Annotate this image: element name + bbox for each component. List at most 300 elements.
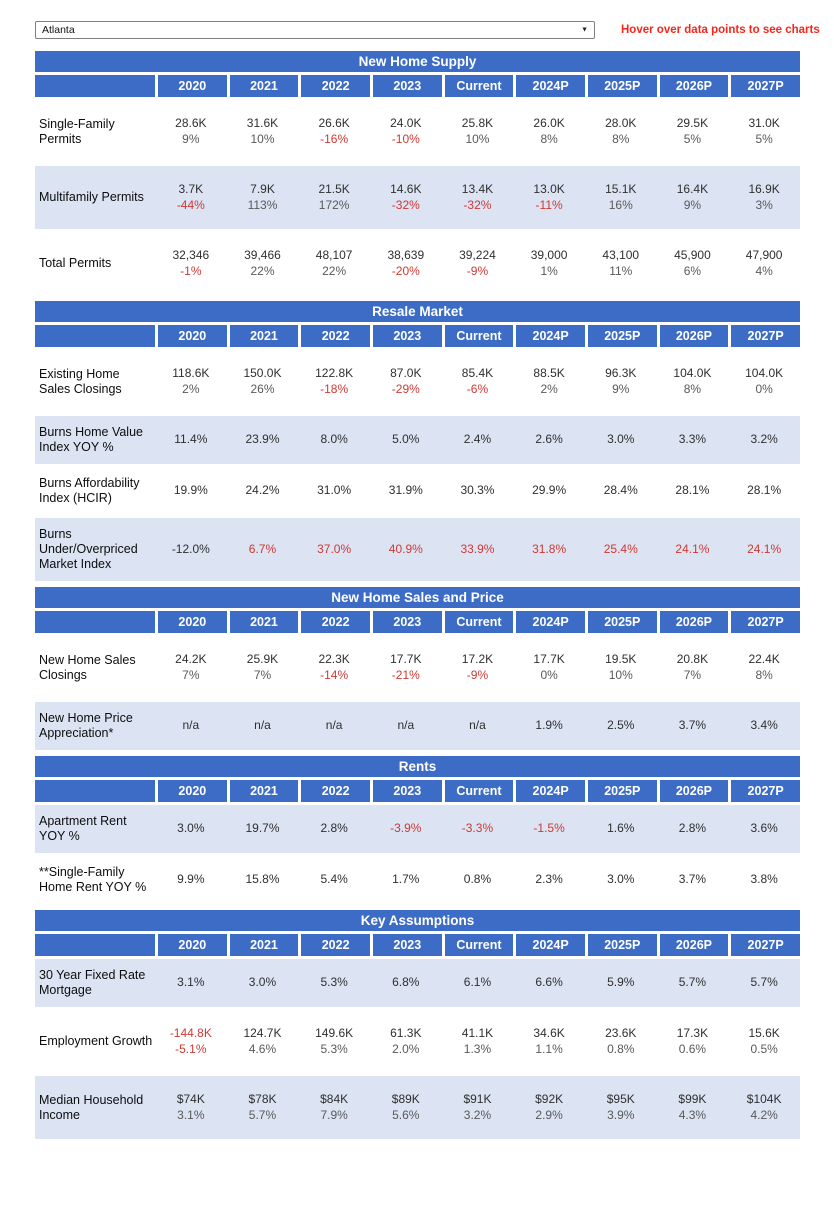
data-cell[interactable]	[227, 805, 299, 853]
cell-value: 8.0%	[320, 432, 348, 447]
column-header: 2027P	[728, 780, 800, 802]
cell-value: 3.7%	[678, 718, 707, 733]
cell-value: n/a	[397, 718, 415, 733]
data-cell[interactable]	[513, 518, 585, 581]
data-cell[interactable]	[298, 232, 370, 295]
data-cell[interactable]	[298, 805, 370, 853]
data-cell[interactable]	[155, 1010, 227, 1073]
data-cell[interactable]	[513, 805, 585, 853]
data-cell[interactable]	[442, 350, 514, 413]
cell-pct: 0.5%	[750, 1041, 778, 1056]
cell-value: 24.1%	[675, 541, 710, 556]
data-cell[interactable]	[728, 805, 800, 853]
cell-value: 24.0K	[390, 116, 422, 130]
cell-value: 104.0K	[745, 366, 784, 380]
cell-value: 6.6%	[535, 975, 563, 990]
cell-pct: 8%	[540, 131, 558, 146]
row-label: **Single-Family Home Rent YOY %	[35, 856, 155, 904]
data-cell[interactable]	[298, 166, 370, 229]
data-cell[interactable]	[370, 805, 442, 853]
column-header: 2023	[370, 934, 442, 956]
cell-value: $89K	[391, 1092, 420, 1106]
cell-pct: 0%	[540, 667, 558, 682]
cell-pct: -5.1%	[175, 1041, 207, 1056]
column-header: 2027P	[728, 325, 800, 347]
cell-value: 3.4%	[750, 718, 778, 733]
section-table	[35, 584, 800, 753]
data-cell[interactable]	[728, 166, 800, 229]
data-cell[interactable]	[155, 166, 227, 229]
data-cell[interactable]	[227, 166, 299, 229]
data-cell[interactable]	[442, 166, 514, 229]
row-label: Total Permits	[35, 232, 155, 295]
cell-pct: 6%	[683, 263, 702, 278]
column-header: 2024P	[513, 611, 585, 633]
row-label: 30 Year Fixed Rate Mortgage	[35, 959, 155, 1007]
data-cell[interactable]	[370, 518, 442, 581]
cell-pct: 2%	[540, 381, 558, 396]
cell-pct: 11%	[609, 263, 633, 278]
data-cell[interactable]	[513, 232, 585, 295]
data-cell[interactable]	[298, 416, 370, 464]
cell-value: 6.1%	[463, 975, 492, 990]
column-header: 2020	[155, 934, 227, 956]
data-cell[interactable]	[728, 856, 800, 904]
data-cell[interactable]	[298, 467, 370, 515]
data-cell[interactable]	[657, 702, 729, 750]
data-cell[interactable]	[227, 959, 299, 1007]
cell-value: $84K	[320, 1092, 349, 1106]
data-cell[interactable]	[513, 416, 585, 464]
cell-value: 124.7K	[243, 1026, 282, 1040]
column-header: 2020	[155, 780, 227, 802]
cell-pct: 7.9%	[320, 1107, 348, 1122]
cell-value: 5.0%	[392, 432, 420, 447]
data-cell[interactable]	[657, 1076, 729, 1139]
data-cell[interactable]	[227, 636, 299, 699]
data-cell[interactable]	[442, 232, 514, 295]
cell-value: 37.0%	[317, 541, 352, 556]
data-cell[interactable]	[513, 856, 585, 904]
table-row	[35, 232, 800, 295]
cell-pct: -16%	[320, 131, 349, 146]
data-cell[interactable]	[298, 856, 370, 904]
cell-value: 19.7%	[245, 821, 280, 836]
column-header: 2026P	[657, 75, 729, 97]
data-cell[interactable]	[370, 232, 442, 295]
data-cell[interactable]	[728, 350, 800, 413]
column-header: 2026P	[657, 611, 729, 633]
cell-value: 9.9%	[177, 872, 205, 887]
data-cell[interactable]	[370, 350, 442, 413]
data-cell[interactable]	[657, 636, 729, 699]
data-cell[interactable]	[585, 805, 657, 853]
data-cell[interactable]	[585, 518, 657, 581]
data-cell[interactable]	[513, 100, 585, 163]
data-cell[interactable]	[370, 467, 442, 515]
data-cell[interactable]	[728, 1076, 800, 1139]
data-cell[interactable]	[513, 636, 585, 699]
cell-pct: 5.3%	[320, 1041, 348, 1056]
data-cell[interactable]	[370, 702, 442, 750]
column-header: 2020	[155, 325, 227, 347]
cell-value: 31.8%	[532, 541, 567, 556]
data-cell[interactable]	[657, 959, 729, 1007]
cell-value: 31.9%	[388, 483, 423, 498]
data-cell[interactable]	[513, 166, 585, 229]
cell-pct: 4.6%	[248, 1041, 277, 1056]
data-cell[interactable]	[585, 467, 657, 515]
data-cell[interactable]	[585, 636, 657, 699]
data-cell[interactable]	[657, 350, 729, 413]
data-cell[interactable]	[585, 100, 657, 163]
column-header: 2022	[298, 325, 370, 347]
data-cell[interactable]	[442, 636, 514, 699]
cell-value: 28.0K	[605, 116, 637, 130]
column-header: 2021	[227, 780, 299, 802]
data-cell[interactable]	[298, 959, 370, 1007]
data-cell[interactable]	[585, 232, 657, 295]
cell-value: 87.0K	[390, 366, 422, 380]
cell-pct: 4.3%	[678, 1107, 707, 1122]
market-selector[interactable]	[35, 21, 595, 39]
data-cell[interactable]	[442, 1010, 514, 1073]
data-cell[interactable]	[155, 350, 227, 413]
cell-value: 96.3K	[605, 366, 637, 380]
data-cell[interactable]	[442, 1076, 514, 1139]
data-cell[interactable]	[657, 856, 729, 904]
cell-value: 26.0K	[533, 116, 565, 130]
data-cell[interactable]	[728, 100, 800, 163]
cell-value: $95K	[606, 1092, 635, 1106]
data-cell[interactable]	[155, 416, 227, 464]
section-title: Key Assumptions	[35, 910, 800, 931]
data-cell[interactable]	[298, 636, 370, 699]
cell-pct: -1%	[180, 263, 202, 278]
data-cell[interactable]	[657, 1010, 729, 1073]
data-cell[interactable]	[370, 959, 442, 1007]
data-cell[interactable]	[442, 518, 514, 581]
section-table	[35, 907, 800, 1142]
cell-pct: 9%	[612, 381, 630, 396]
cell-value: 3.6%	[750, 821, 778, 836]
data-cell[interactable]	[155, 959, 227, 1007]
column-header-blank	[35, 611, 155, 633]
cell-value: 118.6K	[172, 366, 210, 380]
cell-value: 21.5K	[318, 182, 350, 196]
column-header: 2025P	[585, 75, 657, 97]
cell-pct: 10%	[465, 131, 490, 146]
cell-value: 3.2%	[750, 432, 778, 447]
data-cell[interactable]	[513, 467, 585, 515]
data-cell[interactable]	[370, 416, 442, 464]
data-cell[interactable]	[370, 856, 442, 904]
column-header: 2021	[227, 325, 299, 347]
cell-value: 2.4%	[463, 432, 492, 447]
data-cell[interactable]	[298, 1076, 370, 1139]
data-cell[interactable]	[227, 100, 299, 163]
cell-value: 39,466	[244, 248, 281, 262]
cell-value: 13.4K	[461, 182, 494, 196]
data-cell[interactable]	[227, 416, 299, 464]
data-cell[interactable]	[585, 702, 657, 750]
data-cell[interactable]	[155, 100, 227, 163]
column-header: 2027P	[728, 934, 800, 956]
data-cell[interactable]	[585, 416, 657, 464]
data-cell[interactable]	[657, 100, 729, 163]
cell-value: 19.5K	[605, 652, 637, 666]
data-cell[interactable]	[513, 702, 585, 750]
cell-value: -12.0%	[171, 541, 210, 556]
cell-pct: 0.8%	[607, 1041, 635, 1056]
column-header: Current	[442, 780, 514, 802]
data-cell[interactable]	[442, 416, 514, 464]
cell-pct: 3.9%	[607, 1107, 635, 1122]
cell-pct: -11%	[535, 197, 563, 212]
data-cell[interactable]	[585, 856, 657, 904]
cell-pct: 1.1%	[535, 1041, 563, 1056]
column-header: 2025P	[585, 780, 657, 802]
data-cell[interactable]	[513, 1076, 585, 1139]
column-header: 2027P	[728, 75, 800, 97]
data-cell[interactable]	[155, 1076, 227, 1139]
data-cell[interactable]	[227, 232, 299, 295]
data-cell[interactable]	[585, 1076, 657, 1139]
cell-value: $74K	[176, 1092, 205, 1106]
data-cell[interactable]	[728, 636, 800, 699]
cell-value: 15.8%	[245, 872, 280, 887]
table-row	[35, 100, 800, 163]
data-cell[interactable]	[370, 1076, 442, 1139]
cell-value: 1.6%	[607, 821, 635, 836]
data-cell[interactable]	[442, 959, 514, 1007]
data-cell[interactable]	[370, 100, 442, 163]
cell-value: -1.5%	[533, 821, 565, 836]
data-cell[interactable]	[513, 1010, 585, 1073]
cell-value: 1.9%	[535, 718, 563, 733]
cell-pct: 0%	[755, 381, 773, 396]
cell-value: 15.6K	[748, 1026, 780, 1040]
cell-value: 39,000	[530, 248, 568, 262]
data-cell[interactable]	[442, 100, 514, 163]
data-cell[interactable]	[227, 518, 299, 581]
data-cell[interactable]	[728, 232, 800, 295]
data-cell[interactable]	[370, 636, 442, 699]
data-cell[interactable]	[298, 1010, 370, 1073]
data-cell[interactable]	[370, 166, 442, 229]
data-cell[interactable]	[513, 959, 585, 1007]
table-row	[35, 518, 800, 581]
section-table	[35, 48, 800, 298]
data-cell[interactable]	[585, 959, 657, 1007]
cell-value: 45,900	[674, 248, 711, 262]
data-cell[interactable]	[585, 1010, 657, 1073]
data-cell[interactable]	[155, 856, 227, 904]
column-header: 2024P	[513, 325, 585, 347]
column-header: Current	[442, 611, 514, 633]
data-cell[interactable]	[657, 467, 729, 515]
data-cell[interactable]	[728, 959, 800, 1007]
cell-value: 13.0K	[533, 182, 565, 196]
data-cell[interactable]	[442, 702, 514, 750]
data-cell[interactable]	[155, 232, 227, 295]
data-cell[interactable]	[728, 702, 800, 750]
hover-instruction-note: Hover over data points to see charts	[621, 24, 820, 36]
cell-value: 3.0%	[248, 975, 277, 990]
cell-value: 47,900	[745, 248, 783, 262]
cell-value: 30.3%	[460, 483, 495, 498]
data-cell[interactable]	[370, 1010, 442, 1073]
data-cell[interactable]	[442, 467, 514, 515]
data-cell[interactable]	[155, 636, 227, 699]
cell-value: 17.7K	[533, 652, 565, 666]
data-cell[interactable]	[728, 518, 800, 581]
cell-value: 5.7%	[750, 975, 778, 990]
cell-value: $92K	[535, 1092, 564, 1106]
table-row	[35, 959, 800, 1007]
data-cell[interactable]	[657, 805, 729, 853]
cell-value: 24.1%	[747, 541, 782, 556]
data-cell[interactable]	[227, 350, 299, 413]
cell-value: $104K	[746, 1092, 782, 1106]
cell-value: 3.1%	[177, 975, 205, 990]
data-cell[interactable]	[728, 467, 800, 515]
data-cell[interactable]	[585, 350, 657, 413]
column-header: 2024P	[513, 780, 585, 802]
section-title: New Home Sales and Price	[35, 587, 800, 608]
cell-pct: 16%	[608, 197, 633, 212]
data-cell[interactable]	[585, 166, 657, 229]
row-label: Burns Home Value Index YOY %	[35, 416, 155, 464]
table-row	[35, 856, 800, 904]
cell-pct: 2.9%	[535, 1107, 563, 1122]
cell-pct: 2.0%	[392, 1041, 420, 1056]
cell-value: 6.7%	[248, 541, 277, 556]
cell-pct: -32%	[463, 197, 492, 212]
data-cell[interactable]	[155, 518, 227, 581]
top-bar	[35, 21, 834, 39]
cell-value: 2.8%	[320, 821, 348, 836]
data-cell[interactable]	[155, 805, 227, 853]
data-cell[interactable]	[442, 856, 514, 904]
data-cell[interactable]	[227, 467, 299, 515]
data-cell[interactable]	[298, 518, 370, 581]
data-cell[interactable]	[155, 467, 227, 515]
data-cell[interactable]	[513, 350, 585, 413]
data-cell[interactable]	[298, 350, 370, 413]
cell-value: 3.0%	[607, 432, 635, 447]
cell-value: 31.0%	[317, 483, 352, 498]
column-header: 2022	[298, 780, 370, 802]
row-label: Apartment Rent YOY %	[35, 805, 155, 853]
cell-value: -144.8K	[169, 1026, 212, 1040]
section-title: Rents	[35, 756, 800, 777]
column-header: 2023	[370, 780, 442, 802]
cell-value: 28.1%	[747, 483, 782, 498]
data-cell[interactable]	[155, 702, 227, 750]
data-cell[interactable]	[657, 416, 729, 464]
cell-pct: 113%	[247, 197, 278, 212]
data-cell[interactable]	[227, 1010, 299, 1073]
cell-value: 5.3%	[320, 975, 348, 990]
cell-value: 16.9K	[748, 182, 780, 196]
cell-value: 23.9%	[245, 432, 280, 447]
column-header: Current	[442, 75, 514, 97]
cell-value: 25.8K	[461, 116, 494, 130]
section-table	[35, 298, 800, 584]
data-cell[interactable]	[657, 166, 729, 229]
cell-value: 48,107	[315, 248, 353, 262]
cell-value: 2.3%	[535, 872, 563, 887]
cell-value: 3.0%	[607, 872, 635, 887]
cell-pct: 22%	[322, 263, 347, 278]
cell-pct: 4%	[755, 263, 773, 278]
cell-value: 25.4%	[603, 541, 638, 556]
cell-pct: 1%	[540, 263, 558, 278]
cell-value: 25.9K	[246, 652, 279, 666]
cell-pct: 5%	[683, 131, 702, 146]
column-header: 2025P	[585, 611, 657, 633]
cell-pct: 3%	[755, 197, 773, 212]
cell-value: 39,224	[459, 248, 496, 262]
column-header: 2023	[370, 611, 442, 633]
column-header: 2020	[155, 611, 227, 633]
data-cell[interactable]	[657, 232, 729, 295]
column-header-blank	[35, 934, 155, 956]
data-cell[interactable]	[728, 1010, 800, 1073]
cell-pct: -18%	[320, 381, 349, 396]
cell-pct: 7%	[253, 667, 272, 682]
cell-pct: 10%	[250, 131, 275, 146]
cell-value: n/a	[325, 718, 343, 733]
cell-pct: -20%	[391, 263, 420, 278]
table-row	[35, 1076, 800, 1139]
cell-pct: 26%	[250, 381, 275, 396]
cell-value: 17.2K	[461, 652, 494, 666]
cell-value: 5.4%	[320, 872, 348, 887]
cell-value: 41.1K	[461, 1026, 494, 1040]
cell-pct: -9%	[466, 263, 489, 278]
data-cell[interactable]	[227, 702, 299, 750]
data-cell[interactable]	[657, 518, 729, 581]
data-cell[interactable]	[227, 856, 299, 904]
cell-pct: -32%	[391, 197, 420, 212]
data-cell[interactable]	[298, 702, 370, 750]
cell-value: 38,639	[387, 248, 425, 262]
cell-value: 40.9%	[388, 541, 423, 556]
cell-value: $99K	[678, 1092, 707, 1106]
cell-value: 43,100	[602, 248, 640, 262]
row-label: New Home Price Appreciation*	[35, 702, 155, 750]
cell-value: 28.1%	[675, 483, 710, 498]
row-label: Single-Family Permits	[35, 100, 155, 163]
data-cell[interactable]	[298, 100, 370, 163]
cell-value: 61.3K	[390, 1026, 422, 1040]
column-header-blank	[35, 780, 155, 802]
data-cell[interactable]	[227, 1076, 299, 1139]
cell-pct: -29%	[391, 381, 420, 396]
cell-pct: -21%	[391, 667, 420, 682]
cell-pct: 10%	[608, 667, 633, 682]
column-header: 2027P	[728, 611, 800, 633]
cell-value: 17.3K	[676, 1026, 709, 1040]
table-row	[35, 416, 800, 464]
cell-value: n/a	[254, 718, 271, 733]
data-cell[interactable]	[442, 805, 514, 853]
cell-value: -3.9%	[390, 821, 422, 836]
data-cell[interactable]	[728, 416, 800, 464]
cell-value: 29.9%	[532, 483, 567, 498]
